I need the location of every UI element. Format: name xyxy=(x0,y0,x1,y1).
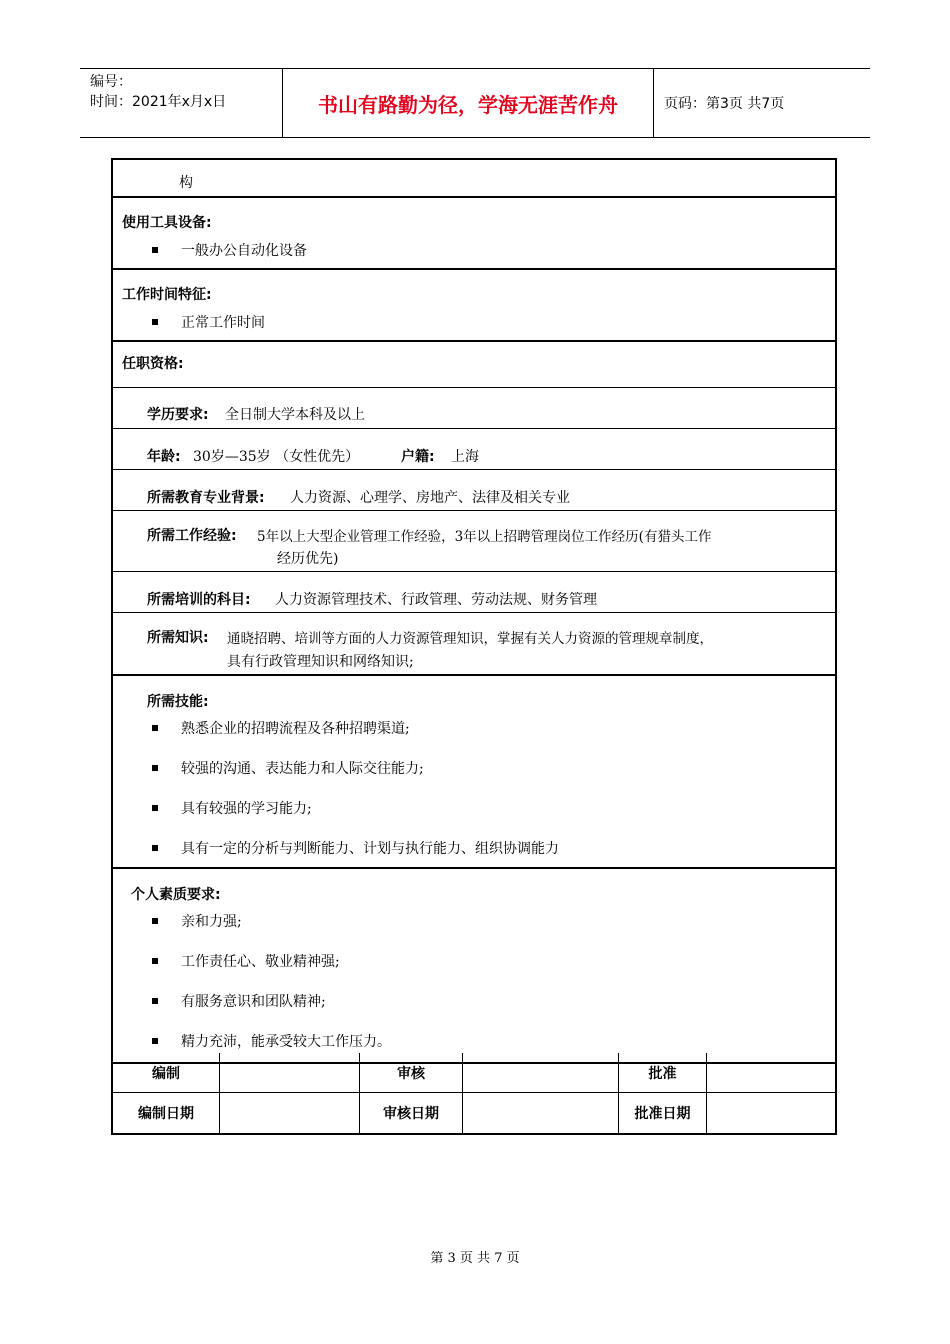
bullet-icon xyxy=(152,805,158,811)
signature-table xyxy=(111,1053,837,1135)
skills-section xyxy=(113,676,835,869)
qualification-section xyxy=(113,342,835,676)
header-motto: 书山有路勤为径，学海无涯苦作舟 xyxy=(283,69,654,137)
doc-number: 编号： xyxy=(90,74,132,90)
list-item: 熟悉企业的招聘流程及各种招聘渠道; xyxy=(113,709,835,749)
bullet-icon xyxy=(152,958,158,964)
tools-section xyxy=(113,198,835,270)
list-item: 较强的沟通、表达能力和人际交往能力; xyxy=(113,749,835,789)
bullet-icon xyxy=(152,319,158,325)
compile-date-label: 编制日期 xyxy=(138,1106,194,1122)
major-row: 所需教育专业背景: 人力资源、心理学、房地产、法律及相关专业 xyxy=(113,470,835,511)
page-header xyxy=(80,68,870,138)
bullet-icon xyxy=(152,918,158,924)
list-item: 工作责任心、敬业精神强; xyxy=(113,942,835,982)
list-item: 正常工作时间 xyxy=(113,306,835,340)
review-date-label: 审核日期 xyxy=(383,1106,439,1122)
bullet-icon xyxy=(152,247,158,253)
list-item: 有服务意识和团队精神; xyxy=(113,982,835,1022)
header-meta xyxy=(80,69,283,137)
bullet-icon xyxy=(152,998,158,1004)
skills-title: 所需技能: xyxy=(147,694,209,710)
page-footer: 第 3 页 共 7 页 xyxy=(430,1251,520,1266)
tools-title: 使用工具设备: xyxy=(122,215,212,231)
approve-date-label: 批准日期 xyxy=(634,1106,691,1122)
age-row: 年龄: 30岁—35岁 （女性优先） 户籍: 上海 xyxy=(113,429,835,470)
personal-section xyxy=(113,869,835,1062)
list-item: 一般办公自动化设备 xyxy=(113,234,835,268)
personal-title: 个人素质要求: xyxy=(131,887,221,903)
header-page-info: 页码：第3页 共7页 xyxy=(664,96,785,112)
compile-label: 编制 xyxy=(152,1065,180,1082)
list-item: 亲和力强; xyxy=(113,902,835,942)
doc-time: 时间：2021年x月x日 xyxy=(90,94,227,110)
education-row: 学历要求: 全日制大学本科及以上 xyxy=(113,388,835,429)
bullet-icon xyxy=(152,845,158,851)
list-item: 具有一定的分析与判断能力、计划与执行能力、组织协调能力 xyxy=(113,829,835,869)
continued-text: 构 xyxy=(179,175,193,191)
list-item: 具有较强的学习能力; xyxy=(113,789,835,829)
worktime-section xyxy=(113,270,835,342)
bullet-icon xyxy=(152,1038,158,1044)
list-item: 精力充沛，能承受较大工作压力。 xyxy=(113,1022,835,1062)
experience-row: 所需工作经验: 5年以上大型企业管理工作经验，3年以上招聘管理岗位工作经历(有猎头工作 经历优先) xyxy=(113,511,835,572)
bullet-icon xyxy=(152,725,158,731)
qualification-title: 任职资格: xyxy=(122,356,184,372)
continued-section xyxy=(113,160,835,198)
approve-label: 批准 xyxy=(648,1065,677,1082)
training-row: 所需培训的科目: 人力资源管理技术、行政管理、劳动法规、财务管理 xyxy=(113,572,835,613)
bullet-icon xyxy=(152,765,158,771)
worktime-title: 工作时间特征: xyxy=(122,287,212,303)
job-description-table xyxy=(111,158,837,1064)
knowledge-row: 所需知识: 通晓招聘、培训等方面的人力资源管理知识，掌握有关人力资源的管理规章制度， 具有行政管理知识和网络知识; xyxy=(147,630,713,670)
review-label: 审核 xyxy=(397,1065,425,1082)
